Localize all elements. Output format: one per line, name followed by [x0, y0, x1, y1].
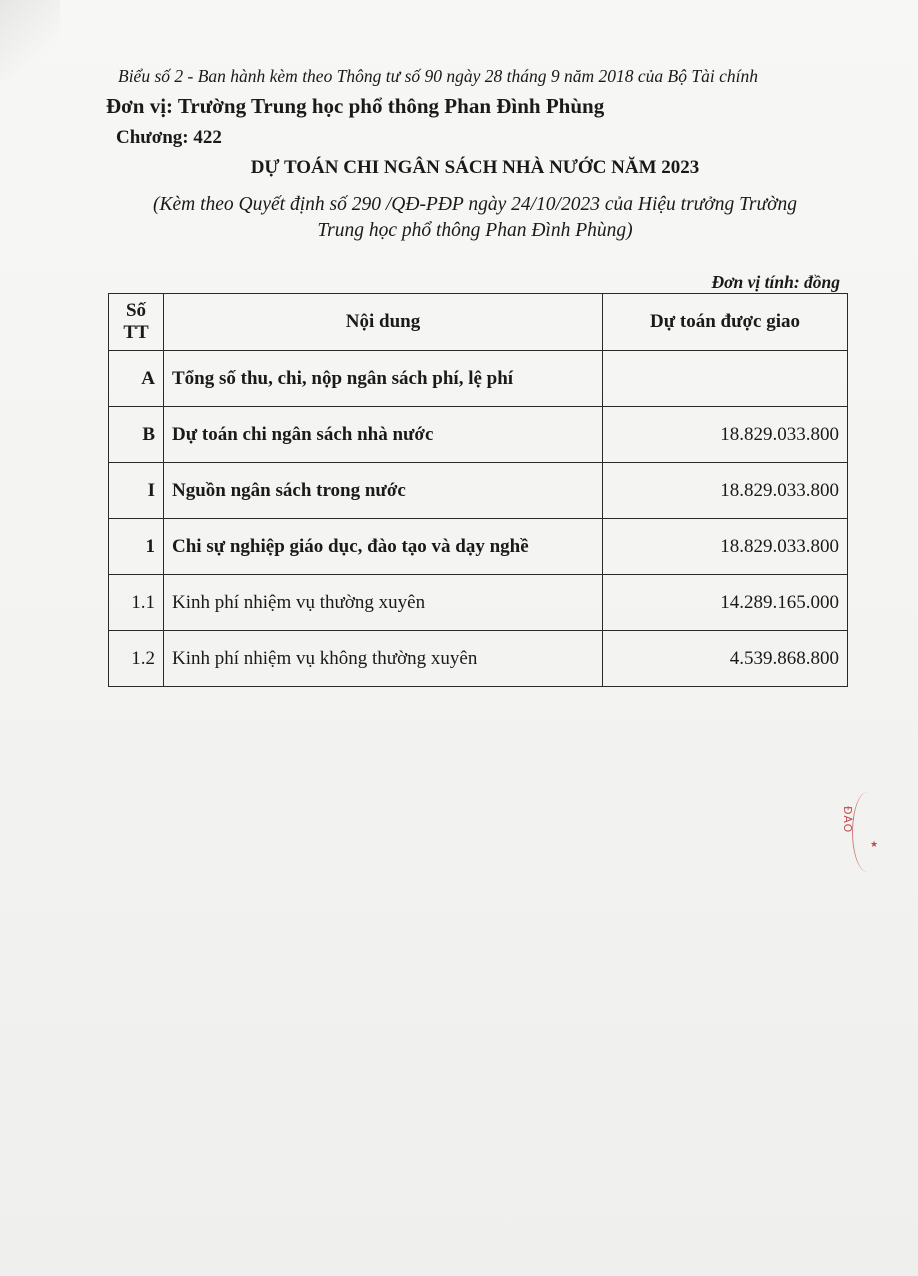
- row-number: A: [109, 351, 164, 407]
- row-number: B: [109, 407, 164, 463]
- subtitle-line-2: Trung học phổ thông Phan Đình Phùng): [317, 220, 633, 241]
- star-icon: ★: [870, 840, 879, 850]
- currency-unit-note: Đơn vị tính: đồng: [711, 272, 840, 292]
- row-content: Tổng số thu, chi, nộp ngân sách phí, lệ phí: [164, 351, 603, 407]
- row-number: 1.2: [109, 631, 164, 687]
- row-content: Chi sự nghiệp giáo dục, đào tạo và dạy nghề: [164, 519, 603, 575]
- stamp-text: ĐÀO: [841, 806, 854, 834]
- header-content: Nội dung: [164, 294, 603, 351]
- table-row: [109, 519, 848, 575]
- budget-table: [108, 293, 848, 687]
- subtitle-line-1: (Kèm theo Quyết định số 290 /QĐ-PĐP ngày 24/10/2023 của Hiệu trưởng Trường: [152, 194, 797, 215]
- row-number: 1: [109, 519, 164, 575]
- chapter-code: Chương: 422: [116, 127, 222, 148]
- stamp-border-arc: [852, 792, 883, 872]
- row-amount: [603, 351, 848, 407]
- table-header-row: [109, 294, 848, 351]
- table-row: [109, 631, 848, 687]
- unit-name: Đơn vị: Trường Trung học phổ thông Phan Đình Phùng: [106, 94, 605, 118]
- table-row: [109, 351, 848, 407]
- row-content: Nguồn ngân sách trong nước: [164, 463, 603, 519]
- red-seal-stamp-fragment: [841, 786, 888, 876]
- document-subtitle: [110, 192, 840, 244]
- header-amount: Dự toán được giao: [603, 294, 848, 351]
- table-row: [109, 463, 848, 519]
- row-amount: 18.829.033.800: [603, 519, 848, 575]
- header-serial-line1: Số: [125, 300, 147, 321]
- row-amount: 18.829.033.800: [603, 407, 848, 463]
- row-number: I: [109, 463, 164, 519]
- row-content: Kinh phí nhiệm vụ thường xuyên: [164, 575, 603, 631]
- page-fold-shadow: [0, 0, 60, 80]
- row-number: 1.1: [109, 575, 164, 631]
- header-serial-number: [109, 294, 164, 351]
- decree-reference: Biểu số 2 - Ban hành kèm theo Thông tư số 90 ngày 28 tháng 9 năm 2018 của Bộ Tài chính: [118, 66, 758, 86]
- row-amount: 4.539.868.800: [603, 631, 848, 687]
- document-title: DỰ TOÁN CHI NGÂN SÁCH NHÀ NƯỚC NĂM 2023: [250, 157, 700, 178]
- row-amount: 18.829.033.800: [603, 463, 848, 519]
- table-row: [109, 407, 848, 463]
- table-row: [109, 575, 848, 631]
- row-amount: 14.289.165.000: [603, 575, 848, 631]
- row-content: Dự toán chi ngân sách nhà nước: [164, 407, 603, 463]
- header-serial-line2: TT: [123, 322, 149, 343]
- row-content: Kinh phí nhiệm vụ không thường xuyên: [164, 631, 603, 687]
